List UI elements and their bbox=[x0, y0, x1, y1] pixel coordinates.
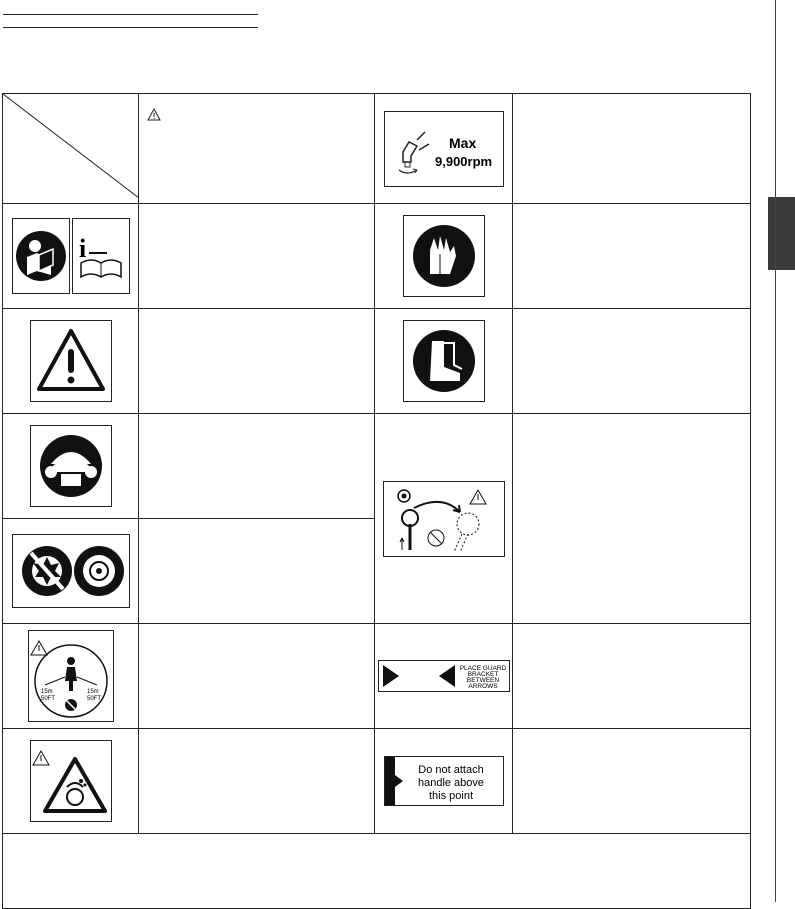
handle-position-label-icon bbox=[384, 756, 504, 806]
rpm-symbol-cell bbox=[375, 94, 513, 204]
guard-label-line2: BRACKET bbox=[467, 671, 498, 678]
distance-right-text: 15m bbox=[86, 689, 99, 695]
guard-label-line1: PLACE GUARD bbox=[459, 665, 506, 672]
rotation-meaning-cell bbox=[513, 414, 751, 624]
distance-left-text: 15m bbox=[40, 689, 53, 695]
table-row bbox=[3, 204, 751, 309]
handle-label-line2: handle above bbox=[417, 777, 484, 789]
read-manual-icon bbox=[12, 218, 70, 294]
table-footer-cell bbox=[3, 834, 751, 909]
boots-meaning-cell bbox=[513, 309, 751, 414]
blade-type-meaning-cell bbox=[139, 519, 375, 624]
boots-symbol-cell bbox=[375, 309, 513, 414]
gloves-icon bbox=[403, 215, 485, 297]
rpm-max-text: Max bbox=[448, 134, 476, 151]
meaning-header-cell bbox=[139, 94, 375, 204]
page-edge-rule bbox=[775, 0, 776, 902]
rotation-symbol-cell bbox=[375, 414, 513, 624]
symbols-table bbox=[2, 93, 751, 909]
guard-bracket-label-icon bbox=[378, 660, 510, 692]
grass-disc-icon bbox=[74, 546, 124, 596]
table-row bbox=[3, 414, 751, 519]
header-diagonal-cell bbox=[3, 94, 139, 204]
thrown-objects-icon bbox=[30, 740, 112, 822]
diagonal-line bbox=[3, 94, 139, 198]
guard-label-line3: BETWEEN bbox=[466, 677, 499, 684]
gloves-meaning-cell bbox=[513, 204, 751, 309]
manual-symbol-cell bbox=[3, 204, 139, 309]
boots-icon bbox=[403, 320, 485, 402]
thrown-objects-symbol-cell bbox=[3, 729, 139, 834]
distance-meaning-cell bbox=[139, 624, 375, 729]
gloves-symbol-cell bbox=[375, 204, 513, 309]
thrown-objects-meaning-cell bbox=[139, 729, 375, 834]
header-rule-bottom bbox=[3, 27, 258, 28]
table-row bbox=[3, 94, 751, 204]
handle-label-line3: this point bbox=[428, 790, 473, 802]
manual-meaning-cell bbox=[139, 204, 375, 309]
guard-label-meaning-cell bbox=[513, 624, 751, 729]
blade-types-box bbox=[12, 534, 130, 608]
general-warning-icon bbox=[30, 320, 112, 402]
handle-label-meaning-cell bbox=[513, 729, 751, 834]
svg-text:i: i bbox=[78, 234, 86, 263]
table-row bbox=[3, 834, 751, 909]
handle-label-symbol-cell bbox=[375, 729, 513, 834]
protection-meaning-cell bbox=[139, 414, 375, 519]
blade-type-symbol-cell bbox=[3, 519, 139, 624]
distance-right-ft-text: 50FT bbox=[86, 696, 101, 702]
table-row bbox=[3, 729, 751, 834]
table-row bbox=[3, 309, 751, 414]
rpm-limit-icon bbox=[384, 111, 504, 187]
helmet-goggles-earmuffs-icon bbox=[30, 425, 112, 507]
no-saw-blade-icon bbox=[22, 546, 72, 596]
header-rule-top bbox=[3, 14, 258, 15]
rpm-value-text: 9,900rpm bbox=[434, 153, 492, 169]
guard-label-symbol-cell bbox=[375, 624, 513, 729]
blade-rotation-direction-icon bbox=[383, 481, 505, 557]
distance-left-ft-text: 50FT bbox=[40, 696, 55, 702]
table-row bbox=[3, 624, 751, 729]
distance-symbol-cell bbox=[3, 624, 139, 729]
protection-symbol-cell bbox=[3, 414, 139, 519]
general-warning-meaning-cell bbox=[139, 309, 375, 414]
general-warning-symbol-cell bbox=[3, 309, 139, 414]
guard-label-line4: ARROWS bbox=[467, 683, 498, 690]
keep-distance-icon bbox=[28, 630, 114, 722]
handle-label-line1: Do not attach bbox=[417, 764, 484, 776]
info-book-icon bbox=[72, 218, 130, 294]
warning-triangle-icon bbox=[147, 108, 161, 121]
rpm-meaning-cell bbox=[513, 94, 751, 204]
chapter-tab-marker bbox=[768, 197, 795, 270]
